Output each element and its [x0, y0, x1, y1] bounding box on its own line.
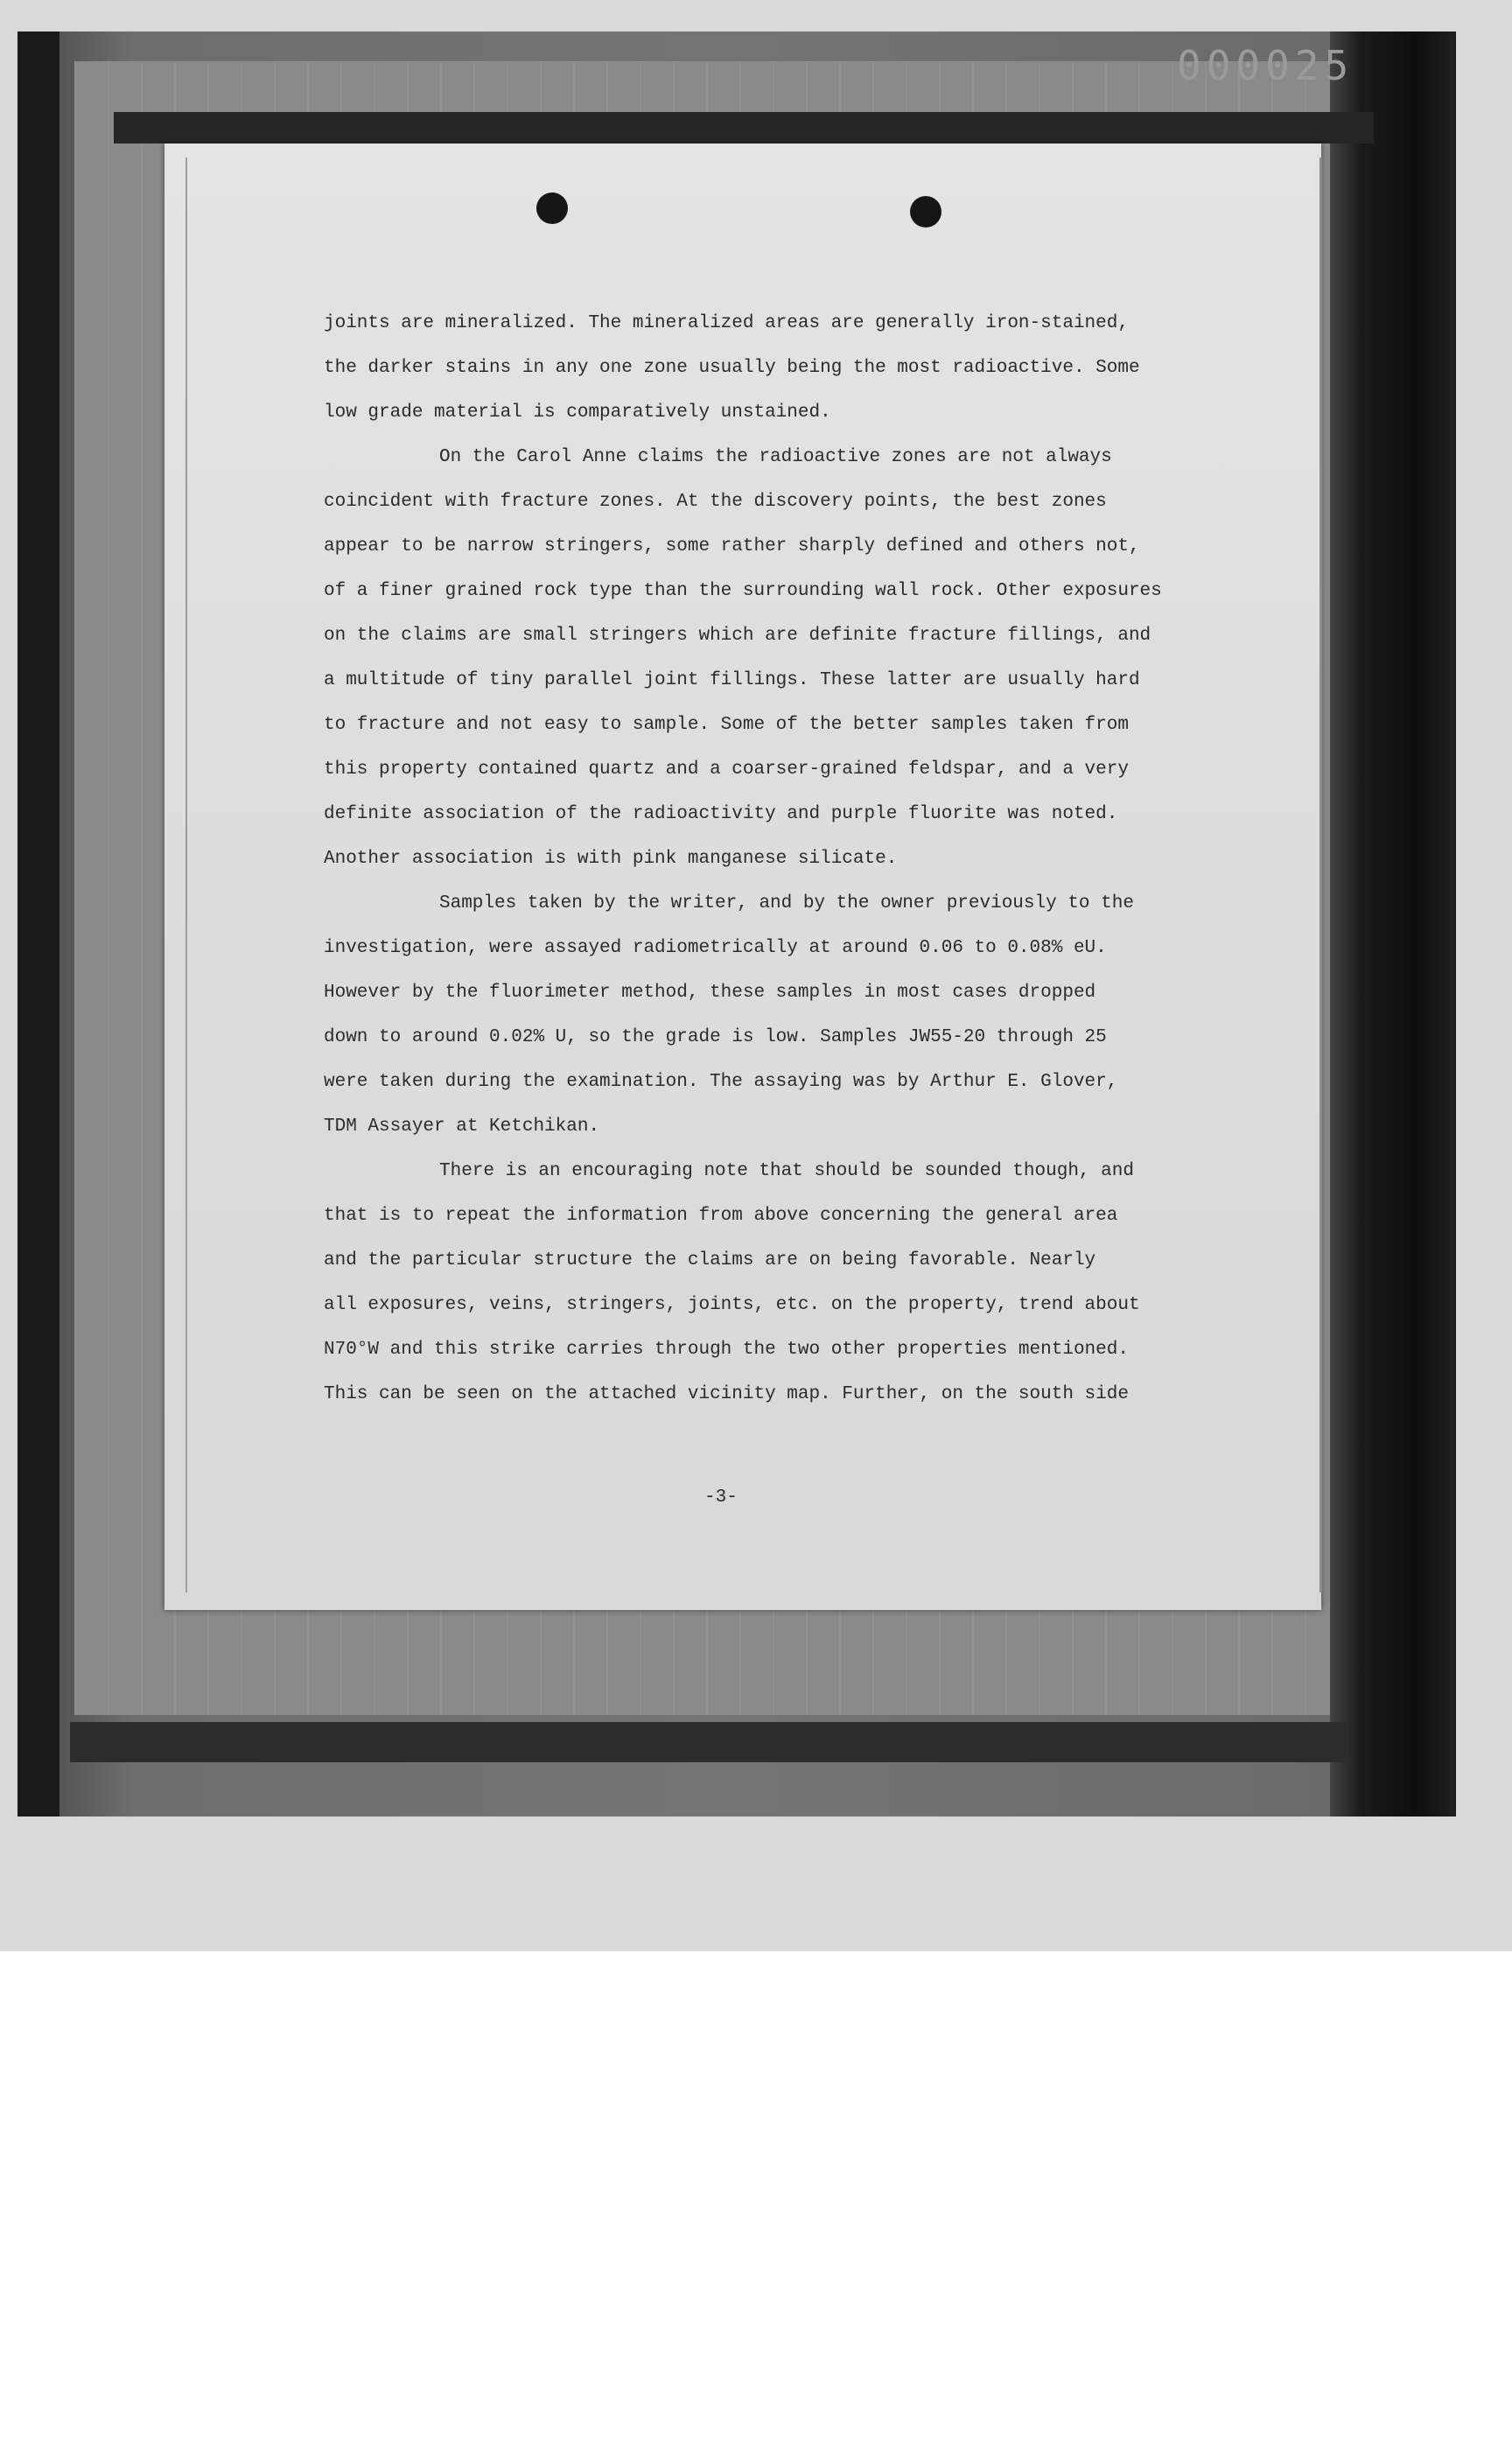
text-line: TDM Assayer at Ketchikan.: [324, 1116, 600, 1137]
page-edge-left: [186, 158, 187, 1592]
text-line: This can be seen on the attached vicinity map. Further, on the south side: [324, 1384, 1129, 1404]
text-line: Samples taken by the writer, and by the owner previously to the: [439, 893, 1134, 914]
document-stamp-number: 000025: [1177, 42, 1354, 89]
text-line: of a finer grained rock type than the surrounding wall rock. Other exposures: [324, 581, 1162, 601]
text-line: N70°W and this strike carries through the two other properties mentioned.: [324, 1340, 1129, 1360]
text-line: to fracture and not easy to sample. Some of the better samples taken from: [324, 715, 1129, 735]
text-line: appear to be narrow stringers, some rather sharply defined and others not,: [324, 536, 1140, 556]
text-line: investigation, were assayed radiometrically at around 0.06 to 0.08% eU.: [324, 938, 1107, 958]
text-line: definite association of the radioactivity and purple fluorite was noted.: [324, 804, 1118, 824]
page-number: -3-: [704, 1488, 738, 1508]
text-line: down to around 0.02% U, so the grade is low. Samples JW55-20 through 25: [324, 1027, 1107, 1047]
text-line: a multitude of tiny parallel joint fillings. These latter are usually hard: [324, 670, 1140, 690]
text-line: coincident with fracture zones. At the discovery points, the best zones: [324, 492, 1107, 512]
film-bottom-band: [70, 1722, 1348, 1762]
text-line: were taken during the examination. The assaying was by Arthur E. Glover,: [324, 1072, 1118, 1092]
binder-hole-left: [536, 192, 568, 224]
body-text: [324, 301, 1208, 1417]
text-line: joints are mineralized. The mineralized areas are generally iron-stained,: [324, 313, 1129, 333]
film-top-band: [114, 112, 1374, 144]
text-line: Another association is with pink manganese silicate.: [324, 849, 898, 869]
page-edge-right: [1320, 158, 1322, 1592]
text-line: all exposures, veins, stringers, joints, etc. on the property, trend about: [324, 1295, 1140, 1315]
text-line: On the Carol Anne claims the radioactive zones are not always: [439, 447, 1112, 467]
text-line: the darker stains in any one zone usually being the most radioactive. Some: [324, 358, 1140, 378]
film-left-rail: [18, 32, 60, 1816]
text-line: on the claims are small stringers which are definite fracture fillings, and: [324, 626, 1152, 646]
text-line: However by the fluorimeter method, these samples in most cases dropped: [324, 983, 1096, 1003]
binder-hole-right: [910, 196, 942, 228]
text-line: and the particular structure the claims are on being favorable. Nearly: [324, 1250, 1096, 1270]
film-right-rail: [1330, 32, 1452, 1816]
text-line: that is to repeat the information from above concerning the general area: [324, 1206, 1118, 1226]
text-line: There is an encouraging note that should be sounded though, and: [439, 1161, 1134, 1181]
text-line: this property contained quartz and a coarser-grained feldspar, and a very: [324, 760, 1129, 780]
text-line: low grade material is comparatively unstained.: [324, 402, 831, 423]
